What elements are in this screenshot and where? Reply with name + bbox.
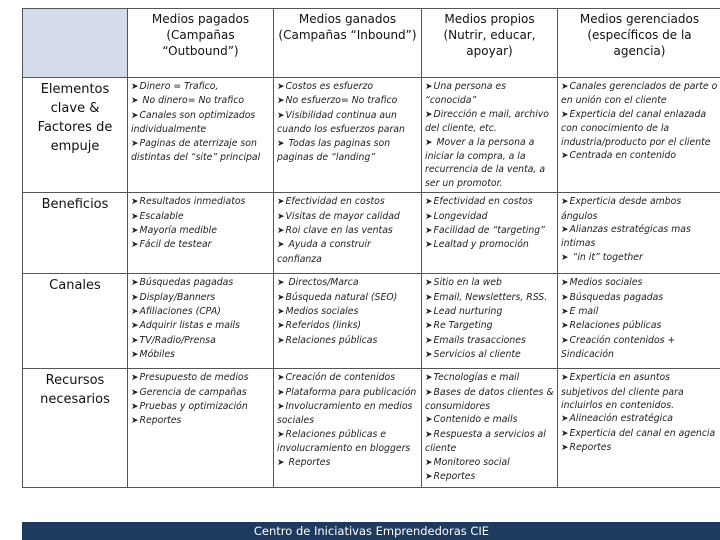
- bullet-list: [561, 195, 718, 265]
- list-item: [277, 276, 418, 290]
- list-item: [277, 238, 418, 266]
- list-item-text: Referidos (links): [285, 320, 362, 332]
- list-item-text: Ayuda a construir confianza: [277, 239, 371, 265]
- list-item: [131, 210, 270, 224]
- list-item-text: Mover a la persona a iniciar la compra, a la recurrencia de la venta, a ser un promotor.: [425, 136, 546, 189]
- arrow-bullet-icon: ➤: [131, 402, 139, 413]
- bullet-list: [131, 276, 270, 362]
- list-item: [425, 195, 554, 209]
- list-item: [561, 195, 718, 223]
- list-item: [277, 224, 418, 238]
- arrow-bullet-icon: ➤: [425, 350, 433, 361]
- list-item: [131, 238, 270, 252]
- arrow-bullet-icon: ➤: [561, 151, 569, 162]
- arrow-bullet-icon: ➤: [277, 110, 285, 121]
- list-item: [425, 305, 554, 319]
- arrow-bullet-icon: ➤: [277, 292, 285, 303]
- list-item: [131, 80, 270, 94]
- list-item-text: Lead nurturing: [433, 306, 503, 318]
- arrow-bullet-icon: ➤: [561, 443, 569, 454]
- list-item-text: Alineación estratégica: [569, 413, 673, 425]
- arrow-bullet-icon: ➤: [131, 416, 139, 427]
- table-cell: [128, 369, 274, 487]
- arrow-bullet-icon: ➤: [277, 307, 285, 318]
- list-item-text: Fácil de testear: [139, 239, 212, 251]
- list-item: [425, 291, 554, 305]
- list-item: [131, 371, 270, 385]
- list-item-text: No dinero= No trafico: [139, 95, 245, 107]
- list-item: [277, 334, 418, 348]
- table-cell: [128, 78, 274, 193]
- arrow-bullet-icon: ➤: [277, 402, 285, 413]
- list-item-text: Búsquedas pagadas: [139, 277, 234, 289]
- list-item: [425, 371, 554, 385]
- list-item: [131, 291, 270, 305]
- list-item: [131, 400, 270, 414]
- list-item: [425, 428, 554, 456]
- list-item-text: Experticia del canal enlazada con conocimiento de la industria/producto por el cliente: [561, 108, 711, 148]
- list-item: [277, 137, 418, 165]
- arrow-bullet-icon: ➤: [425, 197, 433, 208]
- table-cell: [558, 274, 720, 369]
- bullet-list: [425, 195, 554, 253]
- arrow-bullet-icon: ➤: [561, 197, 569, 208]
- list-item: [561, 223, 718, 251]
- table-cell: [128, 274, 274, 369]
- list-item: [561, 108, 718, 149]
- list-item: [425, 413, 554, 427]
- table-cell: [422, 274, 558, 369]
- list-item-text: Relaciones públicas e involucramiento en bloggers: [277, 428, 411, 455]
- table-cell: [558, 193, 720, 274]
- bullet-list: [131, 80, 270, 164]
- table-cell: [422, 78, 558, 193]
- row-label: Beneficios: [23, 193, 128, 274]
- arrow-bullet-icon: ➤: [131, 240, 139, 251]
- arrow-bullet-icon: ➤: [425, 472, 433, 483]
- arrow-bullet-icon: ➤: [425, 415, 433, 426]
- list-item-text: Longevidad: [433, 210, 488, 222]
- arrow-bullet-icon: ➤: [425, 307, 433, 318]
- table-cell: [128, 193, 274, 274]
- list-item-text: Costos es esfuerzo: [285, 81, 374, 92]
- list-item: [425, 386, 554, 414]
- list-item-text: Alianzas estratégicas mas intimas: [561, 224, 691, 250]
- row-channels: [23, 274, 720, 369]
- list-item-text: Pruebas y optimización: [139, 401, 248, 413]
- table-body: [23, 78, 720, 488]
- list-item: [131, 386, 270, 400]
- list-item-text: Una persona es “conocida”: [425, 81, 506, 107]
- list-item-text: Creación contenidos + Sindicación: [561, 334, 676, 361]
- table-cell: [274, 274, 422, 369]
- arrow-bullet-icon: ➤: [561, 307, 569, 318]
- list-item-text: Móbiles: [139, 349, 175, 361]
- bullet-list: [277, 80, 418, 164]
- arrow-bullet-icon: ➤: [277, 321, 285, 332]
- list-item-text: Adquirir listas e mails: [139, 320, 240, 332]
- list-item: [131, 319, 270, 333]
- list-item-text: Experticia del canal en agencia: [569, 427, 716, 439]
- list-item-text: No esfuerzo= No trafico: [285, 95, 398, 107]
- list-item-text: Gerencia de campañas: [139, 386, 247, 398]
- list-item-text: Mayoría medible: [139, 225, 217, 237]
- list-item: [131, 334, 270, 348]
- list-item-text: Afiliaciones (CPA): [139, 306, 221, 318]
- list-item-text: Directos/Marca: [285, 277, 359, 289]
- arrow-bullet-icon: ➤: [425, 211, 433, 222]
- arrow-bullet-icon: ➤: [277, 457, 285, 468]
- arrow-bullet-icon: ➤: [425, 387, 433, 398]
- bullet-list: [277, 195, 418, 266]
- list-item: [425, 224, 554, 238]
- list-item: [425, 136, 554, 191]
- media-comparison-table: [22, 8, 720, 488]
- list-item: [561, 80, 718, 108]
- bullet-list: [277, 371, 418, 470]
- list-item: [131, 195, 270, 209]
- list-item-text: Centrada en contenido: [569, 150, 677, 162]
- list-item: [561, 319, 718, 333]
- arrow-bullet-icon: ➤: [425, 109, 433, 120]
- list-item: [425, 108, 554, 136]
- arrow-bullet-icon: ➤: [131, 96, 139, 107]
- list-item-text: Tecnologías e mail: [433, 372, 520, 384]
- arrow-bullet-icon: ➤: [131, 350, 139, 361]
- list-item-text: Experticia en asuntos subjetivos del cliente para incluirlos en contenidos.: [561, 372, 684, 412]
- list-item-text: Visibilidad continua aun cuando los esfuerzos paran: [277, 109, 405, 136]
- bullet-list: [277, 276, 418, 348]
- row-resources: [23, 369, 720, 487]
- list-item: [561, 291, 718, 305]
- list-item: [561, 276, 718, 290]
- list-item: [277, 428, 418, 456]
- arrow-bullet-icon: ➤: [131, 335, 139, 346]
- arrow-bullet-icon: ➤: [277, 278, 285, 289]
- bullet-list: [561, 80, 718, 163]
- arrow-bullet-icon: ➤: [131, 387, 139, 398]
- list-item-text: Respuesta a servicios al cliente: [425, 428, 546, 455]
- arrow-bullet-icon: ➤: [277, 138, 285, 149]
- list-item-text: Reportes: [139, 415, 182, 427]
- list-item: [561, 441, 718, 455]
- list-item: [131, 348, 270, 362]
- arrow-bullet-icon: ➤: [131, 110, 139, 121]
- list-item-text: Reportes: [433, 471, 476, 483]
- arrow-bullet-icon: ➤: [131, 226, 139, 237]
- row-label: Canales: [23, 274, 128, 369]
- row-benefits: [23, 193, 720, 274]
- arrow-bullet-icon: ➤: [277, 96, 285, 107]
- arrow-bullet-icon: ➤: [561, 335, 569, 346]
- arrow-bullet-icon: ➤: [425, 278, 433, 289]
- arrow-bullet-icon: ➤: [561, 109, 569, 120]
- bullet-list: [561, 371, 718, 455]
- list-item: [277, 195, 418, 209]
- arrow-bullet-icon: ➤: [131, 197, 139, 208]
- list-item-text: Re Targeting: [433, 320, 493, 332]
- arrow-bullet-icon: ➤: [561, 414, 569, 425]
- list-item: [277, 291, 418, 305]
- arrow-bullet-icon: ➤: [425, 335, 433, 346]
- arrow-bullet-icon: ➤: [561, 252, 569, 263]
- table-cell: [274, 193, 422, 274]
- list-item: [277, 386, 418, 400]
- row-key-elements: [23, 78, 720, 193]
- arrow-bullet-icon: ➤: [561, 292, 569, 303]
- list-item: [277, 319, 418, 333]
- arrow-bullet-icon: ➤: [131, 82, 139, 92]
- footer-bar: Centro de Iniciativas Emprendedoras CIE: [22, 522, 720, 540]
- list-item: [131, 224, 270, 238]
- list-item-text: Contenido e mails: [433, 414, 518, 426]
- list-item-text: Dinero = Trafico,: [139, 81, 219, 92]
- list-item-text: Bases de datos clientes & consumidores: [425, 386, 554, 413]
- list-item-text: Canales son optimizados individualmente: [131, 109, 256, 136]
- arrow-bullet-icon: ➤: [131, 138, 139, 149]
- list-item-text: Búsqueda natural (SEO): [285, 291, 398, 303]
- list-item: [425, 80, 554, 108]
- list-item-text: “in it” together: [569, 251, 643, 263]
- list-item-text: Paginas de aterrizaje son distintas del “site” principal: [131, 137, 261, 164]
- arrow-bullet-icon: ➤: [277, 226, 285, 237]
- list-item: [277, 80, 418, 94]
- list-item-text: Búsquedas pagadas: [569, 291, 664, 303]
- table-cell: [274, 369, 422, 487]
- list-item-text: Dirección e mail, archivo del cliente, etc.: [425, 108, 549, 135]
- list-item: [425, 276, 554, 290]
- table-cell: [422, 369, 558, 487]
- list-item: [277, 210, 418, 224]
- list-item: [277, 94, 418, 108]
- list-item: [561, 427, 718, 441]
- corner-cell: [23, 9, 128, 78]
- arrow-bullet-icon: ➤: [425, 321, 433, 332]
- list-item: [131, 276, 270, 290]
- list-item: [561, 412, 718, 426]
- bullet-list: [131, 371, 270, 429]
- arrow-bullet-icon: ➤: [561, 321, 569, 332]
- list-item: [425, 319, 554, 333]
- arrow-bullet-icon: ➤: [425, 373, 433, 384]
- list-item-text: Resultados inmediatos: [139, 196, 246, 208]
- arrow-bullet-icon: ➤: [277, 82, 285, 92]
- arrow-bullet-icon: ➤: [425, 226, 433, 237]
- table-cell: [558, 78, 720, 193]
- list-item-text: Monitoreo social: [433, 456, 510, 468]
- arrow-bullet-icon: ➤: [131, 321, 139, 332]
- list-item-text: Medios sociales: [285, 306, 359, 318]
- arrow-bullet-icon: ➤: [277, 373, 285, 384]
- list-item-text: Relaciones públicas: [569, 320, 662, 332]
- list-item-text: Medios sociales: [569, 277, 643, 289]
- list-item: [561, 371, 718, 412]
- list-item: [561, 334, 718, 362]
- list-item-text: Plataforma para publicación: [285, 386, 417, 398]
- list-item-text: E mail: [569, 306, 599, 318]
- list-item: [131, 414, 270, 428]
- list-item-text: Involucramiento en medios sociales: [277, 401, 413, 427]
- table-cell: [274, 78, 422, 193]
- list-item: [561, 149, 718, 163]
- list-item: [131, 94, 270, 108]
- arrow-bullet-icon: ➤: [425, 240, 433, 251]
- arrow-bullet-icon: ➤: [561, 428, 569, 439]
- list-item-text: Escalable: [139, 210, 184, 222]
- list-item-text: Servicios al cliente: [433, 349, 521, 361]
- list-item-text: Sitio en la web: [433, 277, 502, 289]
- header-managed-media: Medios gerenciados (específicos de la agencia): [558, 9, 720, 78]
- header-row: [23, 9, 720, 78]
- list-item-text: Reportes: [569, 442, 612, 454]
- list-item-text: Relaciones públicas: [285, 334, 378, 346]
- list-item-text: Canales gerenciados de parte o en unión con el cliente: [561, 81, 718, 107]
- header-paid-media: Medios pagados (Campañas “Outbound”): [128, 9, 274, 78]
- table-cell: [422, 193, 558, 274]
- list-item: [277, 371, 418, 385]
- arrow-bullet-icon: ➤: [425, 137, 433, 148]
- list-item-text: Efectividad en costos: [433, 196, 533, 208]
- arrow-bullet-icon: ➤: [425, 292, 433, 303]
- list-item: [425, 456, 554, 470]
- arrow-bullet-icon: ➤: [277, 240, 285, 251]
- list-item: [131, 305, 270, 319]
- arrow-bullet-icon: ➤: [277, 429, 285, 440]
- list-item: [277, 400, 418, 428]
- arrow-bullet-icon: ➤: [425, 457, 433, 468]
- arrow-bullet-icon: ➤: [277, 387, 285, 398]
- list-item-text: Display/Banners: [139, 291, 216, 303]
- row-label: Recursos necesarios: [23, 369, 128, 487]
- bullet-list: [425, 371, 554, 484]
- arrow-bullet-icon: ➤: [277, 197, 285, 208]
- list-item-text: Visitas de mayor calidad: [285, 210, 400, 222]
- list-item: [277, 109, 418, 137]
- list-item-text: Reportes: [285, 456, 331, 468]
- list-item: [561, 305, 718, 319]
- list-item: [131, 109, 270, 137]
- list-item: [425, 470, 554, 484]
- arrow-bullet-icon: ➤: [425, 82, 433, 92]
- row-label: Elementos clave & Factores de empuje: [23, 78, 128, 193]
- list-item: [561, 251, 718, 265]
- list-item: [277, 456, 418, 470]
- arrow-bullet-icon: ➤: [131, 373, 139, 384]
- list-item-text: TV/Radio/Prensa: [139, 334, 216, 346]
- arrow-bullet-icon: ➤: [131, 292, 139, 303]
- list-item-text: Efectividad en costos: [285, 196, 385, 208]
- arrow-bullet-icon: ➤: [561, 225, 569, 236]
- arrow-bullet-icon: ➤: [131, 307, 139, 318]
- list-item-text: Creación de contenidos: [285, 372, 396, 384]
- list-item-text: Facilidad de “targeting”: [433, 225, 545, 237]
- list-item-text: Roi clave en las ventas: [285, 225, 393, 237]
- arrow-bullet-icon: ➤: [277, 335, 285, 346]
- list-item-text: Emails trasacciones: [433, 334, 526, 346]
- arrow-bullet-icon: ➤: [425, 429, 433, 440]
- arrow-bullet-icon: ➤: [277, 211, 285, 222]
- arrow-bullet-icon: ➤: [131, 211, 139, 222]
- arrow-bullet-icon: ➤: [561, 82, 569, 92]
- list-item: [425, 348, 554, 362]
- arrow-bullet-icon: ➤: [561, 278, 569, 289]
- list-item: [425, 334, 554, 348]
- list-item: [425, 238, 554, 252]
- header-owned-media: Medios propios (Nutrir, educar, apoyar): [422, 9, 558, 78]
- list-item-text: Lealtad y promoción: [433, 239, 529, 251]
- list-item-text: Experticia desde ambos ángulos: [561, 196, 682, 222]
- list-item-text: Email, Newsletters, RSS.: [433, 291, 548, 303]
- list-item: [277, 305, 418, 319]
- table-cell: [558, 369, 720, 487]
- arrow-bullet-icon: ➤: [561, 373, 569, 384]
- list-item-text: Todas las paginas son paginas de “landing”: [277, 137, 391, 164]
- arrow-bullet-icon: ➤: [131, 278, 139, 289]
- bullet-list: [561, 276, 718, 361]
- list-item-text: Presupuesto de medios: [139, 372, 249, 384]
- bullet-list: [425, 276, 554, 362]
- bullet-list: [131, 195, 270, 253]
- list-item: [131, 137, 270, 165]
- list-item: [425, 210, 554, 224]
- bullet-list: [425, 80, 554, 190]
- header-earned-media: Medios ganados (Campañas “Inbound”): [274, 9, 422, 78]
